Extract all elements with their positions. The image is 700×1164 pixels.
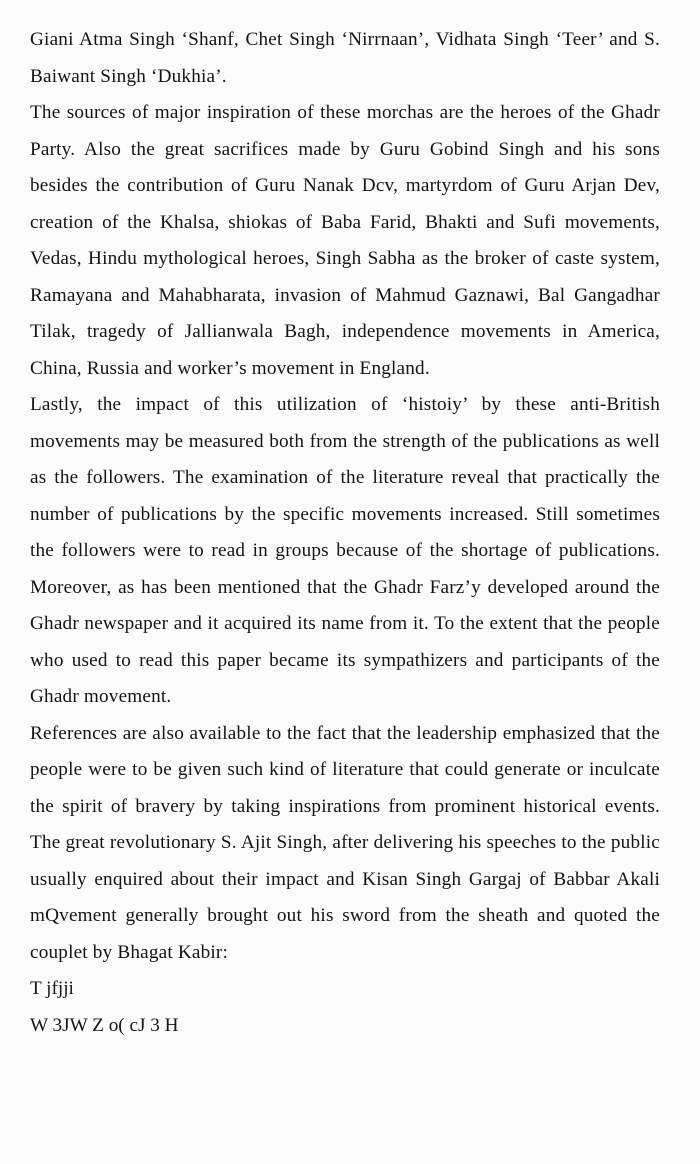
couplet-line-2: W 3JW Z o( cJ 3 H [30, 1014, 179, 1036]
text-column [30, 22, 660, 1044]
paragraph-names: Giani Atma Singh ‘Shanf, Chet Singh ‘Nirrnaan’, Vidhata Singh ‘Teer’ and S. Baiwant Singh ‘Dukhia’. [30, 29, 660, 87]
couplet-line-1: T jfjji [30, 978, 74, 999]
paragraph-references: References are also available to the fact that the leadership emphasized that the people were to be given such kind of literature that could generate or inculcate the spirit of bravery by taking inspirations from prominent historical events. The great revolutionary S. Ajit Singh, after delivering his speeches to the public usually enquired about their impact and Kisan Singh Gargaj of Babbar Akali mQvement generally brought out his sword from the sheath and quoted the couplet by Bhagat Kabir: [30, 722, 660, 963]
paragraph-lastly-impact: Lastly, the impact of this utilization of ‘histoiy’ by these anti-British movements may be measured both from the strength of the publications as well as the followers. The examination of the literature reveal that practically the number of publications by the specific movements increased. Still sometimes the followers were to read in groups because of the shortage of publications. Moreover, as has been mentioned that the Ghadr Farz’y developed around the Ghadr newspaper and it acquired its name from it. To the extent that the people who used to read this paper became its sympathizers and participants of the Ghadr movement. [30, 394, 660, 707]
paragraph-sources-of-inspiration: The sources of major inspiration of these morchas are the heroes of the Ghadr Party. Also the great sacrifices made by Guru Gobind Singh and his sons besides the contribution of Guru Nanak Dcv, martyrdom of Guru Arjan Dev, creation of the Khalsa, shiokas of Baba Farid, Bhakti and Sufi movements, Vedas, Hindu mythological heroes, Singh Sabha as the broker of caste system, Ramayana and Mahabharata, invasion of Mahmud Gaznawi, Bal Gangadhar Tilak, tragedy of Jallianwala Bagh, independence movements in America, China, Russia and worker’s movement in England. [30, 102, 660, 379]
